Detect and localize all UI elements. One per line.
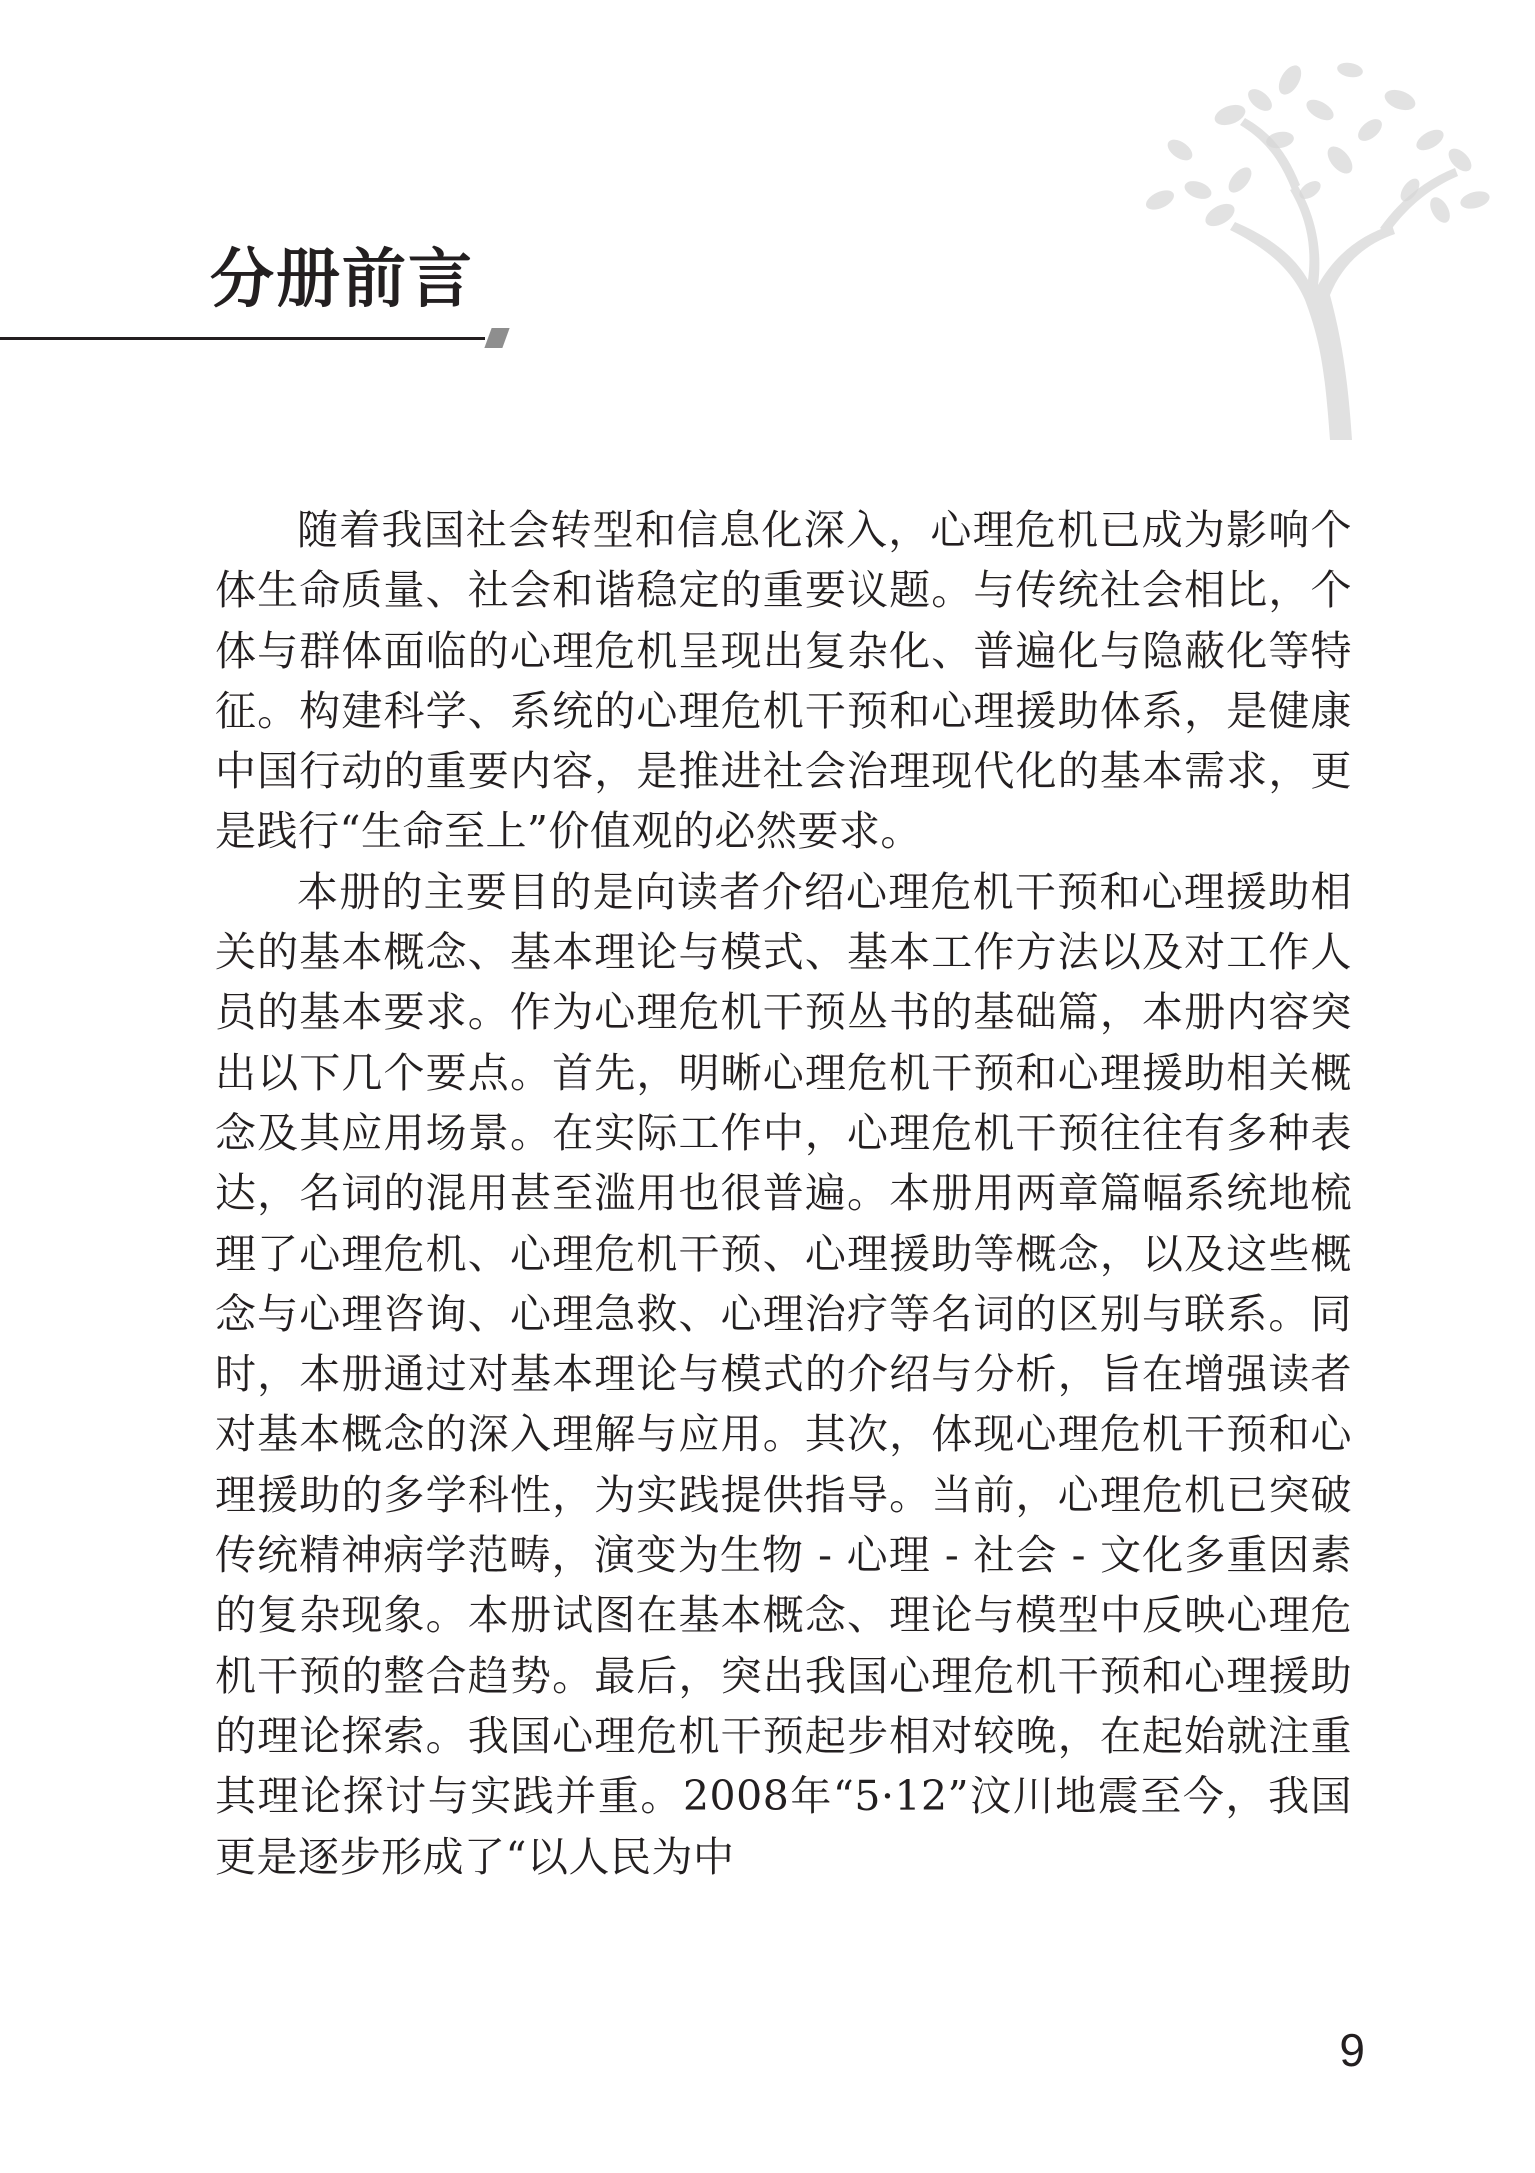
paragraph-2: 本册的主要目的是向读者介绍心理危机干预和心理援助相关的基本概念、基本理论与模式、基本工作方法以及对工作人员的基本要求。作为心理危机干预丛书的基础篇，本册内容突出以下几个要点。首先，明晰心理危机干预和心理援助相关概念及其应用场景。在实际工作中，心理危机干预往往有多种表达，名词的混用甚至滥用也很普遍。本册用两章篇幅系统地梳理了心理危机、心理危机干预、心理援助等概念，以及这些概念与心理咨询、心理急救、心理治疗等名词的区别与联系。同时，本册通过对基本理论与模式的介绍与分析，旨在增强读者对基本概念的深入理解与应用。其次，体现心理危机干预和心理援助的多学科性，为实践提供指导。当前，心理危机已突破传统精神病学范畴，演变为生物 - 心理 - 社会 - 文化多重因素的复杂现象。本册试图在基本概念、理论与模型中反映心理危机干预的整合趋势。最后，突出我国心理危机干预和心理援助的理论探索。我国心理危机干预起步相对较晚，在起始就注重其理论探讨与实践并重。2008年“5·12”汶川地震至今，我国更是逐步形成了“以人民为中 — [215, 867, 1352, 1881]
title-divider-mark — [484, 328, 509, 348]
body-text — [215, 500, 1352, 1887]
tree-icon — [1080, 40, 1500, 440]
page-title: 分册前言 — [210, 242, 474, 317]
paragraph-1: 随着我国社会转型和信息化深入，心理危机已成为影响个体生命质量、社会和谐稳定的重要议题。与传统社会相比，个体与群体面临的心理危机呈现出复杂化、普遍化与隐蔽化等特征。构建科学、系统的心理危机干预和心理援助体系，是健康中国行动的重要内容，是推进社会治理现代化的基本需求，更是践行“生命至上”价值观的必然要求。 — [215, 506, 1352, 856]
page-number: 9 — [1339, 2024, 1365, 2076]
title-divider — [0, 337, 485, 340]
